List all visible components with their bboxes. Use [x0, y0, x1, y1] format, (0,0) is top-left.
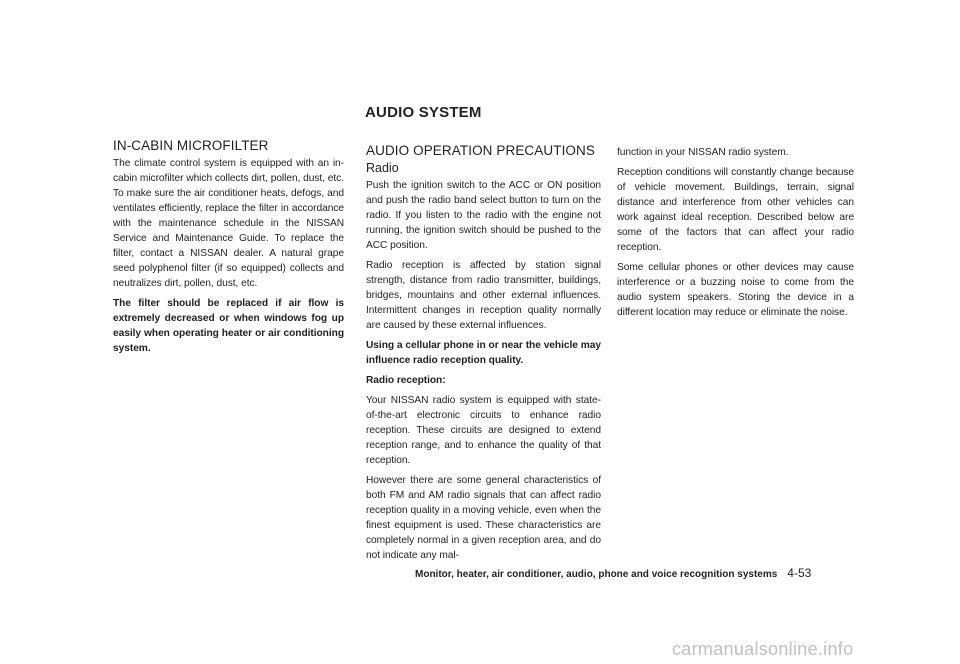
paragraph: The climate control system is equipped with an in-cabin microfilter which collects dirt, pollen, dust, etc. To make sure the air conditioner heats, defogs, and ventilates efficiently, replace the filter in accordance with the maintenance schedule in the NISSAN Service and Maintenance Guide. To replace the filter, contact a NISSAN dealer. A natural grape seed polyphenol filter (if so equipped) collects and neutralizes dirt, pollen, dust, etc. [113, 158, 344, 289]
paragraph: Some cellular phones or other devices may cause interference or a buzzing noise to come from the audio system speakers. Storing the device in a different location may reduce or eliminate the noise. [617, 262, 854, 318]
paragraph: Push the ignition switch to the ACC or ON position and push the radio band select button to turn on the radio. If you listen to the radio with the engine not running, the ignition switch should be pushed to the ACC position. [366, 180, 601, 251]
page-number: 4-53 [787, 566, 812, 580]
section-title: AUDIO SYSTEM [365, 104, 482, 121]
column-right [617, 145, 854, 325]
page-footer [415, 566, 855, 580]
column-middle [366, 138, 601, 568]
paragraph-bold-cellular: Using a cellular phone in or near the vehicle may influence radio reception quality. [366, 340, 601, 366]
heading-in-cabin-microfilter: IN-CABIN MICROFILTER [113, 138, 269, 153]
footer-chapter-title: Monitor, heater, air conditioner, audio, phone and voice recognition systems [415, 569, 778, 580]
paragraph: function in your NISSAN radio system. [617, 147, 789, 158]
paragraph: Your NISSAN radio system is equipped with state-of-the-art electronic circuits to enhance radio reception. These circuits are designed to extend reception range, and to enhance the quality of that reception. [366, 395, 601, 466]
paragraph: However there are some general characteristics of both FM and AM radio signals that can affect radio reception quality in a moving vehicle, even when the finest equipment is used. These characteristics are completely normal in a given reception area, and do not indicate any mal- [366, 475, 601, 561]
watermark: carmanualsonline.info [672, 639, 854, 659]
heading-audio-operation-precautions: AUDIO OPERATION PRECAUTIONS [366, 143, 595, 158]
column-left [113, 138, 344, 361]
paragraph: Reception conditions will constantly change because of vehicle movement. Buildings, terrain, signal distance and interference from other vehicles can work against ideal reception. Described below are some of the factors that can affect your radio reception. [617, 167, 854, 253]
paragraph-bold-warning: The filter should be replaced if air flow is extremely decreased or when windows fog up easily when operating heater or air conditioning system. [113, 298, 344, 354]
paragraph-bold-radio-reception: Radio reception: [366, 375, 446, 386]
paragraph: Radio reception is affected by station signal strength, distance from radio transmitter, buildings, bridges, mountains and other external influences. Intermittent changes in reception quality normally are caused by these external influences. [366, 260, 601, 331]
subheading-radio: Radio [366, 161, 399, 175]
